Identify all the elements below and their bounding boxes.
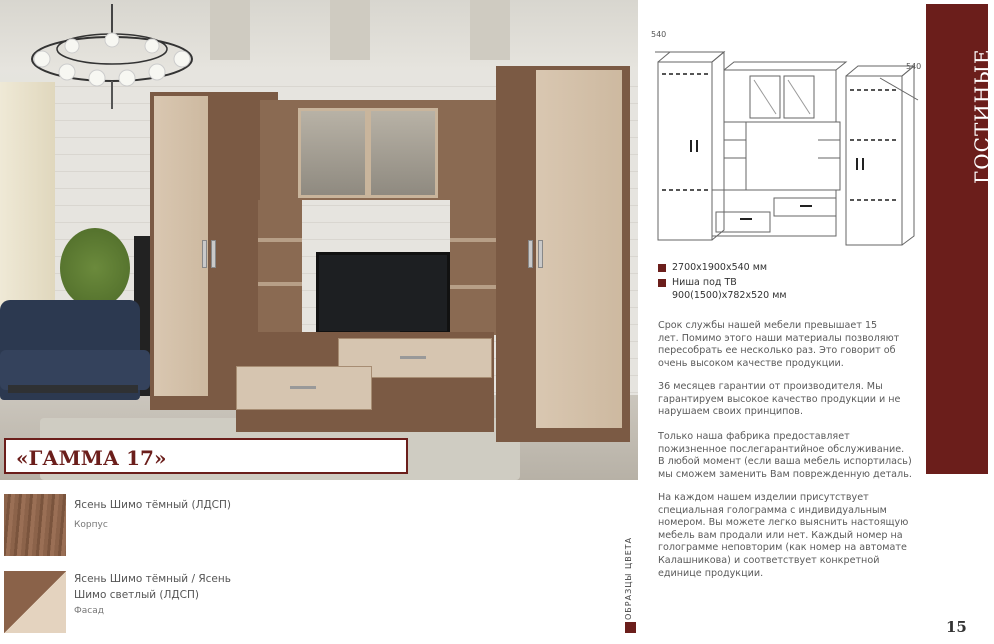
spec-dimensions: 2700х1900х540 мм [672, 262, 768, 273]
spec-bullet [658, 264, 666, 272]
swatch-name: Ясень Шимо тёмный / Ясень [74, 573, 231, 585]
spec-bullet [658, 279, 666, 287]
paragraph-hologram: На каждом нашем изделии присутствует специальная голограмма с индивидуальным номером. Вы можете легко выяснить настоящую мебель вам продали или нет. Каждый номер на голограмме неповторим (как номер на автомате Калашникова) и соответствует конкретной единице продукции. [658, 492, 909, 579]
drawer-handle [400, 356, 426, 359]
dimension-label: 540 [906, 62, 922, 71]
product-title-box [4, 438, 408, 474]
door-handle [202, 240, 207, 268]
product-photo [0, 0, 638, 480]
coffee-table [8, 385, 138, 393]
ceiling-beam [210, 0, 250, 60]
shelf [450, 238, 496, 242]
sofa-seat [0, 350, 150, 390]
door-handle [528, 240, 533, 268]
swatch-subtitle: Фасад [74, 606, 104, 616]
ceiling-beam [330, 0, 370, 60]
drawer-handle [290, 386, 316, 389]
accent-square [625, 622, 636, 633]
glass-door [298, 108, 368, 198]
left-shelf-unit [258, 200, 302, 335]
wardrobe-door [536, 70, 622, 428]
paragraph-warranty: 36 месяцев гарантии от производителя. Мы гарантируем высокое качество продукции и не нарушаем своих принципов. [658, 381, 901, 418]
plant [60, 228, 130, 308]
product-title: «ГАММА 17» [16, 446, 167, 470]
section-band [926, 4, 994, 474]
paragraph-service-life: Срок службы нашей мебели превышает 15 лет. Помимо этого наши материалы позволяют пересобрать ее несколько раз. Это говорит об очень высоком качестве продукции. [658, 320, 900, 369]
swatch-name: Шимо светлый (ЛДСП) [74, 589, 199, 601]
dimension-label: 540 [651, 30, 667, 39]
swatch-name: Ясень Шимо тёмный (ЛДСП) [74, 499, 231, 511]
swatch-subtitle: Корпус [74, 520, 108, 530]
paragraph-service: Только наша фабрика предоставляет пожизненное послегарантийное обслуживание. В любой момент (если ваша мебель испортилась) мы сможем заменить Вам поврежденную деталь. [658, 431, 912, 480]
right-shelf-unit [450, 200, 496, 335]
shelf [258, 238, 302, 242]
furniture-drawing [650, 40, 920, 250]
ceiling-beam [470, 0, 510, 60]
tv [316, 252, 450, 334]
glass-door [368, 108, 438, 198]
shelf [450, 285, 496, 289]
color-swatch-body [4, 494, 66, 556]
spec-tv-niche: Ниша под ТВ [672, 277, 737, 288]
color-swatch-facade [4, 571, 66, 633]
page-number: 15 [946, 618, 967, 636]
wardrobe-door [154, 96, 208, 396]
color-samples-label: ОБРАЗЦЫ ЦВЕТА [624, 536, 633, 620]
shelf [258, 282, 302, 286]
section-title: ГОСТИНЫЕ [970, 48, 994, 184]
spec-tv-niche-size: 900(1500)х782х520 мм [672, 290, 787, 301]
door-handle [211, 240, 216, 268]
door-handle [538, 240, 543, 268]
